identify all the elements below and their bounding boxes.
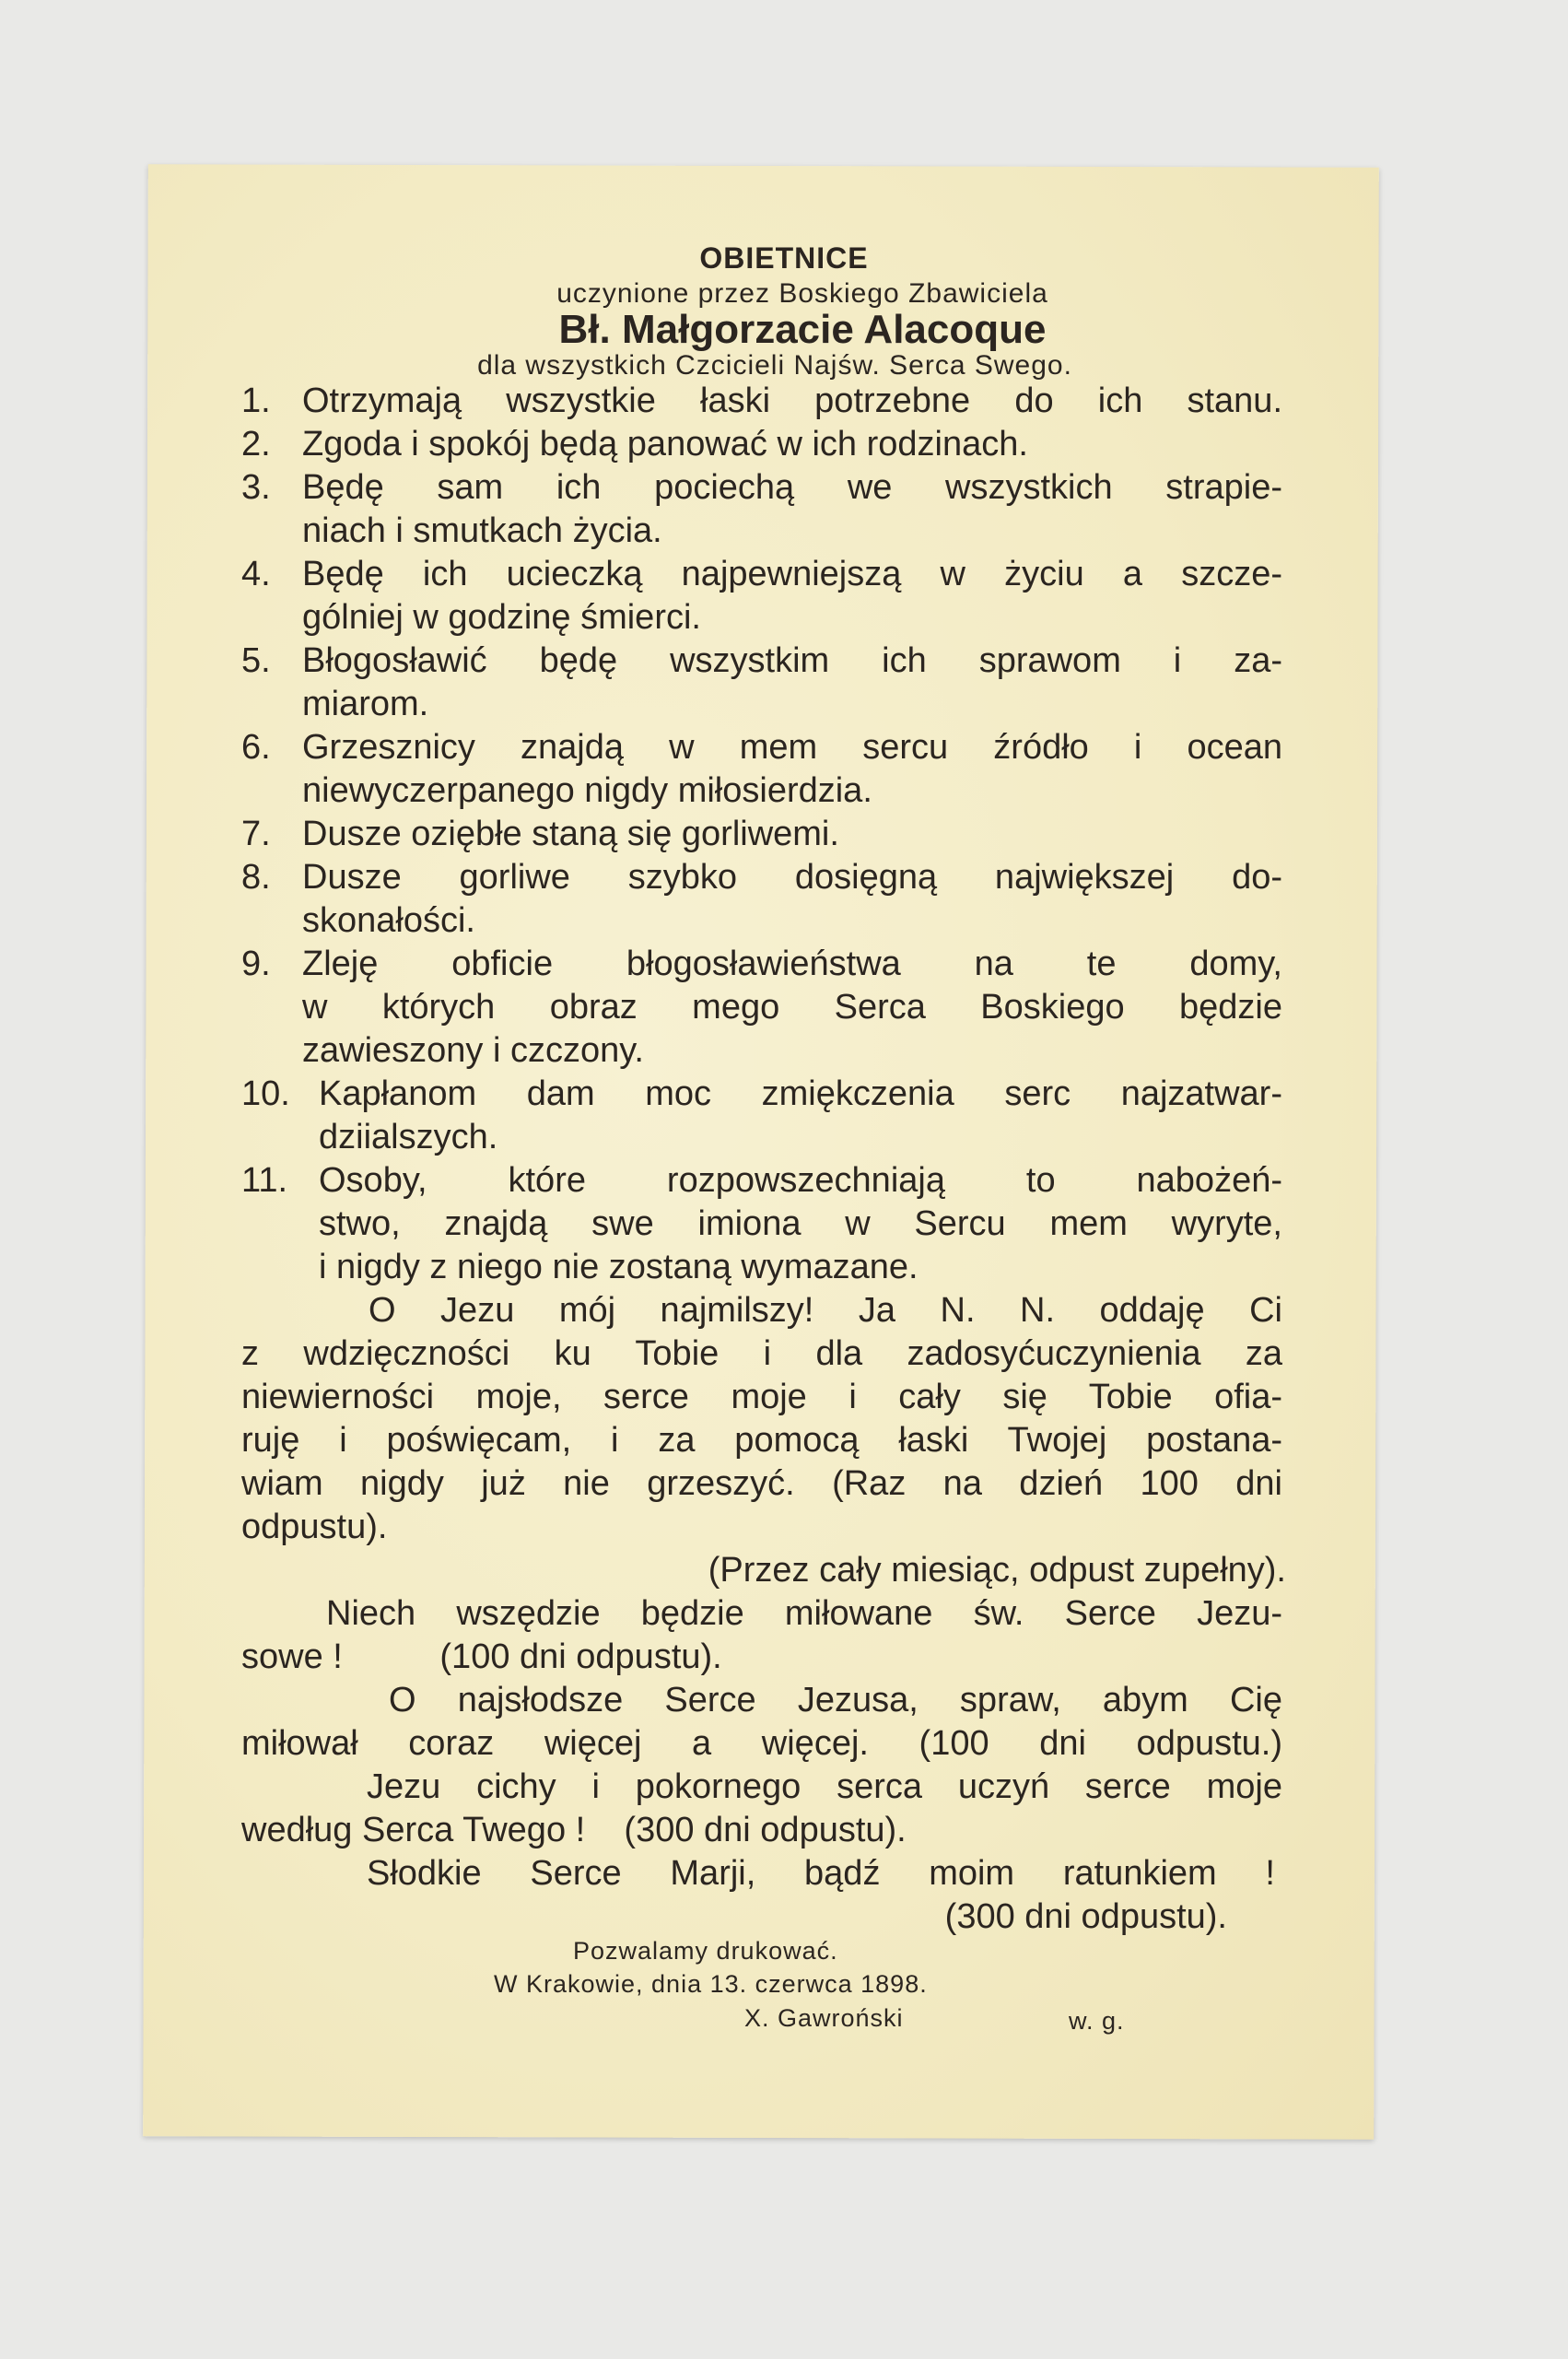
prayer-text: według Serca Twego ! (300 dni odpustu). (241, 1811, 907, 1849)
promise-text: Zleję obficie błogosławieństwa na te domy, (302, 945, 1282, 983)
prayer-line (241, 1636, 1282, 1679)
promise-number: 8. (241, 858, 271, 897)
promise-line (241, 380, 1282, 423)
prayer-line (241, 1549, 1286, 1592)
promise-text: Będę sam ich pociechą we wszystkich strapie- (302, 468, 1282, 507)
prayer-line (241, 1809, 1282, 1852)
promise-number: 11. (241, 1161, 288, 1200)
promise-text: gólniej w godzinę śmierci. (302, 598, 701, 637)
promise-line (241, 943, 1282, 986)
recipient-name: Bł. Małgorzacie Alacoque (558, 307, 1047, 352)
promise-text: skonałości. (302, 901, 475, 940)
promise-number: 3. (241, 468, 271, 507)
promise-line (241, 640, 1282, 683)
promise-line (241, 726, 1282, 769)
prayer-line (241, 1679, 1282, 1722)
promise-line (241, 596, 1282, 640)
promise-line (241, 769, 1282, 813)
promise-text: zawieszony i czczony. (302, 1031, 644, 1070)
promise-text: niewyczerpanego nigdy miłosierdzia. (302, 771, 872, 810)
promise-text: Błogosławić będę wszystkim ich sprawom i za- (302, 641, 1282, 680)
prayer-text: (Przez cały miesiąc, odpust zupełny). (708, 1551, 1286, 1590)
promise-line (241, 466, 1282, 510)
prayer-line (241, 1376, 1282, 1419)
promise-line (241, 1246, 1282, 1289)
promise-line (241, 1116, 1282, 1159)
promise-number: 1. (241, 381, 271, 420)
promise-number: 9. (241, 945, 271, 983)
promise-text: Będę ich ucieczką najpewniejszą w życiu a szcze- (302, 555, 1282, 593)
prayer-line (241, 1506, 1282, 1549)
prayer-line (241, 1592, 1282, 1636)
promise-line (241, 813, 1282, 856)
promise-line (241, 1203, 1282, 1246)
imprimatur: Pozwalamy drukować. (573, 1937, 838, 1965)
prayer-line (241, 1332, 1282, 1376)
signature: X. Gawroński (744, 2004, 904, 2032)
prayer-line (241, 1852, 1282, 1895)
promise-line (241, 986, 1282, 1029)
promise-number: 10. (241, 1074, 290, 1113)
promise-line (241, 899, 1282, 943)
document-subtitle: uczynione przez Boskiego Zbawiciela (556, 278, 1048, 309)
promise-text: i nigdy z niego nie zostaną wymazane. (319, 1248, 919, 1286)
promises-and-prayers (241, 380, 1286, 1939)
promise-text: Zgoda i spokój będą panować w ich rodzinach. (302, 425, 1028, 464)
promise-text: Dusze oziębłe staną się gorliwemi. (302, 815, 839, 853)
promise-line (241, 683, 1282, 726)
prayer-line (241, 1289, 1282, 1332)
place-date: W Krakowie, dnia 13. czerwca 1898. (494, 1970, 928, 1998)
promise-number: 5. (241, 641, 271, 680)
promise-number: 2. (241, 425, 271, 464)
prayer-text: wiam nigdy już nie grzeszyć. (Raz na dzień 100 dni (241, 1464, 1282, 1503)
promise-text: Dusze gorliwe szybko dosięgną największej do- (302, 858, 1282, 897)
prayer-text: O najsłodsze Serce Jezusa, spraw, abym Cię (389, 1681, 1282, 1719)
dedication: dla wszystkich Czcicieli Najśw. Serca Swego. (477, 350, 1072, 381)
promise-line (241, 423, 1282, 466)
promise-line (241, 510, 1282, 553)
promise-text: w których obraz mego Serca Boskiego będzie (302, 988, 1282, 1027)
promise-text: miarom. (302, 685, 429, 723)
promise-text: Otrzymają wszystkie łaski potrzebne do ich stanu. (302, 381, 1282, 420)
promise-text: Osoby, które rozpowszechniają to nabożeń- (319, 1161, 1282, 1200)
promise-text: stwo, znajdą swe imiona w Sercu mem wyryte, (319, 1204, 1282, 1243)
prayer-text: niewierności moje, serce moje i cały się Tobie ofia- (241, 1378, 1282, 1416)
prayer-line (241, 1722, 1282, 1766)
promise-line (241, 1159, 1282, 1203)
prayer-text: (300 dni odpustu). (944, 1897, 1227, 1936)
prayer-line (241, 1766, 1282, 1809)
promise-text: niach i smutkach życia. (302, 511, 662, 550)
promise-text: Grzesznicy znajdą w mem sercu źródło i ocean (302, 728, 1282, 767)
promise-line (241, 1073, 1282, 1116)
promise-text: Kapłanom dam moc zmiękczenia serc najzatwar- (319, 1074, 1282, 1113)
prayer-text: miłował coraz więcej a więcej. (100 dni odpustu.) (241, 1724, 1282, 1763)
promise-number: 7. (241, 815, 271, 853)
prayer-text: O Jezu mój najmilszy! Ja N. N. oddaję Ci (369, 1291, 1282, 1330)
prayer-text: sowe ! (100 dni odpustu). (241, 1637, 722, 1676)
prayer-text: Słodkie Serce Marji, bądź moim ratunkiem ! (367, 1854, 1275, 1893)
prayer-text: z wdzięczności ku Tobie i dla zadosyćuczynienia za (241, 1334, 1282, 1373)
promise-line (241, 856, 1282, 899)
prayer-line (241, 1462, 1282, 1506)
promise-number: 6. (241, 728, 271, 767)
prayer-line (241, 1895, 1282, 1939)
promise-line (241, 553, 1282, 596)
prayer-text: Niech wszędzie będzie miłowane św. Serce Jezu- (326, 1594, 1282, 1633)
prayer-text: odpustu). (241, 1508, 388, 1546)
prayer-text: ruję i poświęcam, i za pomocą łaski Twojej postana- (241, 1421, 1282, 1460)
promise-text: dziialszych. (319, 1118, 498, 1156)
promise-number: 4. (241, 555, 271, 593)
signature-suffix: w. g. (1069, 2007, 1125, 2035)
prayer-text: Jezu cichy i pokornego serca uczyń serce moje (367, 1767, 1282, 1806)
prayer-line (241, 1419, 1282, 1462)
document-title: OBIETNICE (699, 241, 869, 275)
promise-line (241, 1029, 1282, 1073)
